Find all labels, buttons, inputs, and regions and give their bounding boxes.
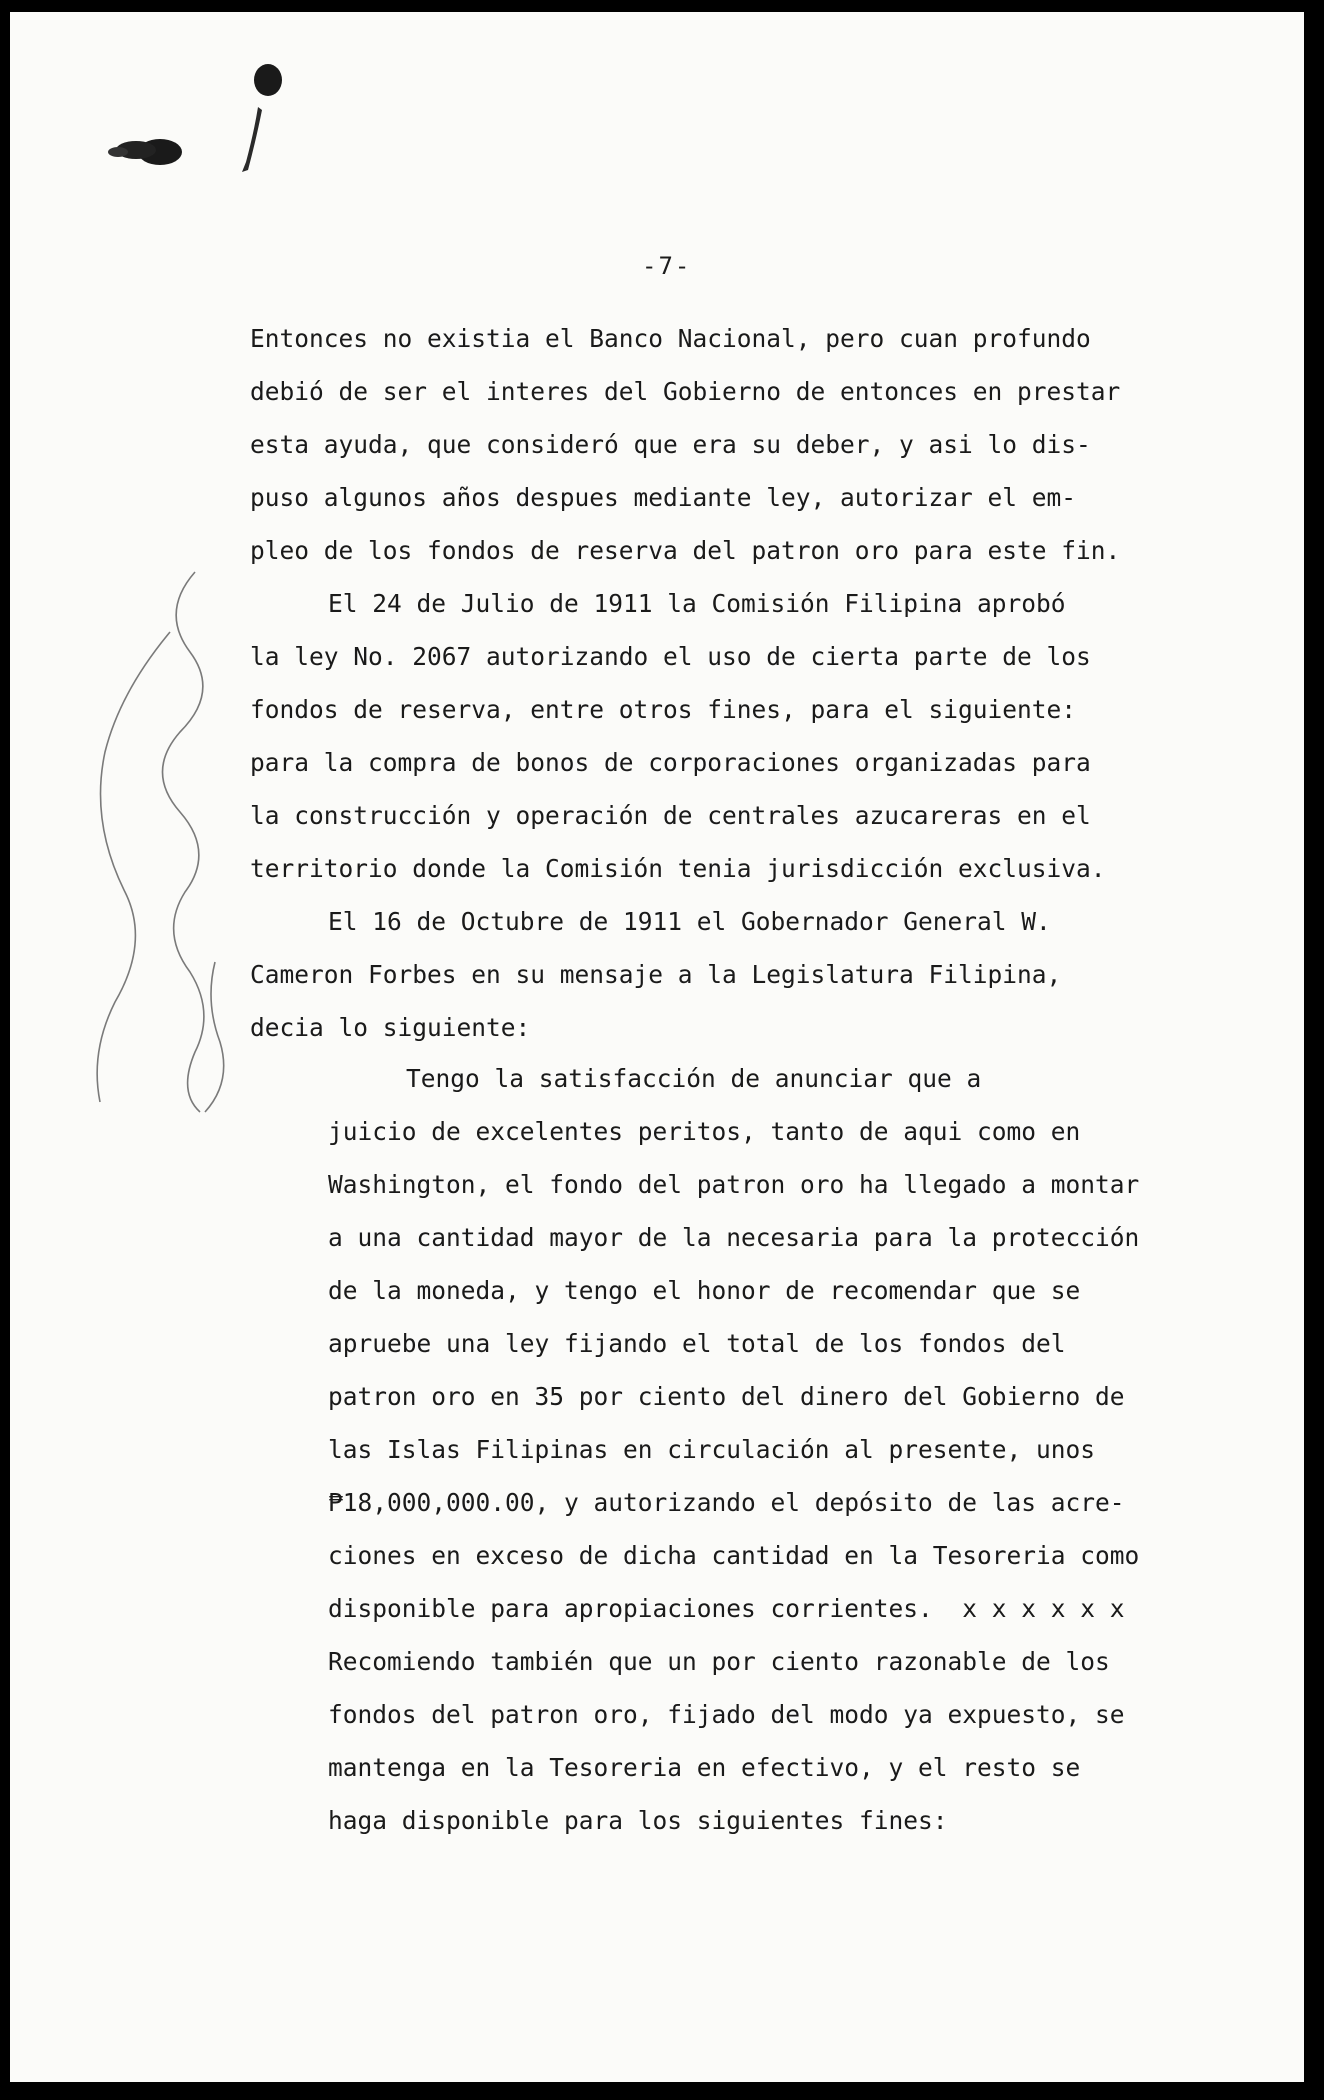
body-line: para la compra de bonos de corporaciones organizadas para [250, 748, 1091, 777]
body-line: pleo de los fondos de reserva del patron oro para este fin. [250, 536, 1121, 565]
body-line: puso algunos años despues mediante ley, autorizar el em- [250, 483, 1077, 512]
body-line: El 24 de Julio de 1911 la Comisión Filipina aprobó [328, 589, 1066, 618]
quote-line: Recomiendo también que un por ciento razonable de los [328, 1647, 1110, 1676]
body-line: decia lo siguiente: [250, 1013, 531, 1042]
quote-line: las Islas Filipinas en circulación al presente, unos [328, 1435, 1096, 1464]
body-line: esta ayuda, que consideró que era su deber, y asi lo dis- [250, 430, 1091, 459]
ink-blot-marks [108, 64, 282, 172]
body-line: debió de ser el interes del Gobierno de entonces en prestar [250, 377, 1121, 406]
quote-line: a una cantidad mayor de la necesaria para la protección [328, 1223, 1140, 1252]
quote-line: patron oro en 35 por ciento del dinero del Gobierno de [328, 1382, 1125, 1411]
quote-line: haga disponible para los siguientes fines: [328, 1806, 948, 1835]
quote-line: Tengo la satisfacción de anunciar que a [406, 1064, 982, 1093]
quote-line: mantenga en la Tesoreria en efectivo, y el resto se [328, 1753, 1081, 1782]
body-line: El 16 de Octubre de 1911 el Gobernador General W. [328, 907, 1051, 936]
quote-line: ₱18,000,000.00, y autorizando el depósito de las acre- [328, 1488, 1125, 1517]
body-line: fondos de reserva, entre otros fines, para el siguiente: [250, 695, 1077, 724]
quote-line: disponible para apropiaciones corrientes. x x x x x x [328, 1594, 1125, 1623]
document-page [10, 12, 1304, 2082]
body-line: Entonces no existia el Banco Nacional, pero cuan profundo [250, 324, 1091, 353]
pencil-margin-mark [97, 572, 224, 1112]
body-line: la construcción y operación de centrales azucareras en el [250, 801, 1091, 830]
quote-line: Washington, el fondo del patron oro ha llegado a montar [328, 1170, 1140, 1199]
quote-line: fondos del patron oro, fijado del modo ya expuesto, se [328, 1700, 1125, 1729]
body-paragraphs [250, 312, 1210, 1054]
quote-line: apruebe una ley fijando el total de los fondos del [328, 1329, 1066, 1358]
quote-line: de la moneda, y tengo el honor de recomendar que se [328, 1276, 1081, 1305]
body-line: la ley No. 2067 autorizando el uso de cierta parte de los [250, 642, 1091, 671]
body-line: Cameron Forbes en su mensaje a la Legislatura Filipina, [250, 960, 1062, 989]
quoted-message [328, 1052, 1228, 1847]
quote-line: juicio de excelentes peritos, tanto de aqui como en [328, 1117, 1081, 1146]
body-line: territorio donde la Comisión tenia jurisdicción exclusiva. [250, 854, 1106, 883]
quote-line: ciones en exceso de dicha cantidad en la Tesoreria como [328, 1541, 1140, 1570]
page-number: -7- [642, 252, 692, 280]
